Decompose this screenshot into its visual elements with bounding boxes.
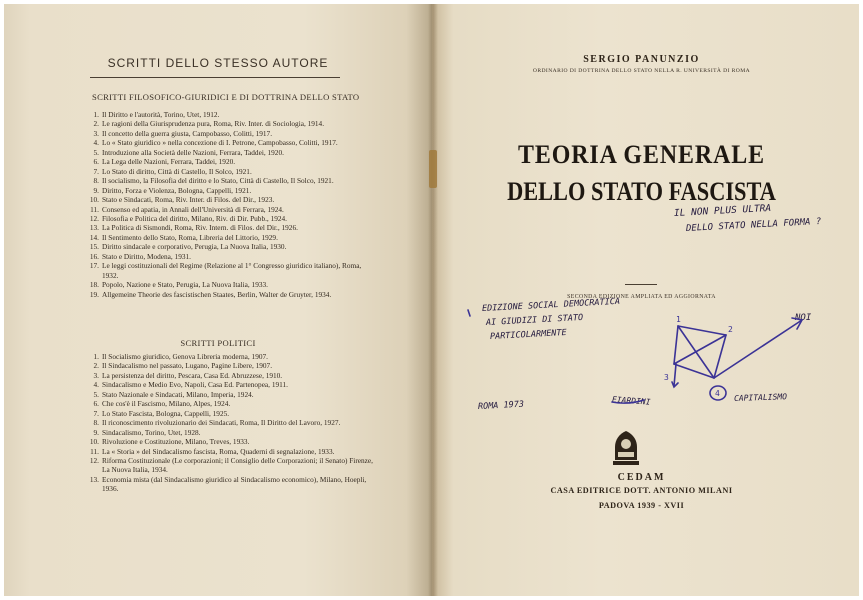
entry-text: Stato Nazionale e Sindacati, Milano, Imperia, 1924.	[102, 389, 254, 399]
bibliography-entry	[88, 371, 378, 380]
entry-number: 13.	[89, 474, 99, 484]
entry-number: 5.	[93, 147, 99, 157]
entry-text: Le leggi costituzionali del Regime (Relazione al 1° Congresso giuridico italiano), Roma, 1932.	[102, 261, 362, 280]
entry-number: 1.	[93, 352, 99, 361]
entry-number: 12.	[89, 213, 99, 223]
bibliography-entry	[88, 148, 378, 157]
handwritten-note: AI GIUDIZI DI STATO	[485, 312, 584, 328]
entry-text: Il riconoscimento rivoluzionario dei Sindacati, Roma, Il Diritto del Lavoro, 1927.	[102, 418, 341, 428]
diagram-edge	[678, 326, 726, 335]
bibliography-entry	[88, 399, 378, 408]
bibliography-entry	[88, 242, 378, 251]
bibliography-entry	[88, 428, 378, 437]
entry-text: Il Sentimento dello Stato, Roma, Libreria del Littorio, 1929.	[102, 232, 278, 242]
entry-number: 4.	[93, 380, 99, 390]
entry-text: Filosofia e Politica del diritto, Milano, Riv. di Dir. Pubb., 1924.	[102, 213, 287, 223]
entry-number: 3.	[93, 128, 99, 138]
entry-number: 8.	[93, 418, 99, 428]
publisher-name: CEDAM	[617, 472, 666, 483]
bibliography-entry	[88, 447, 378, 456]
bibliography-entry	[88, 223, 378, 232]
entry-number: 1.	[93, 110, 99, 119]
bibliography-entry	[88, 390, 378, 399]
bibliography-entry	[88, 361, 378, 370]
entry-text: Stato e Sindacati, Roma, Riv. Inter. di Filos. del Dir., 1923.	[102, 195, 275, 205]
title-divider	[90, 77, 340, 78]
entry-number: 18.	[89, 280, 99, 290]
entry-text: Lo Stato di diritto, Città di Castello, Il Solco, 1921.	[102, 166, 252, 176]
entry-number: 9.	[93, 185, 99, 195]
section-heading-political: SCRITTI POLITICI	[180, 338, 256, 348]
handwritten-note: EIARDINI	[611, 395, 651, 407]
bibliography-entry	[88, 252, 378, 261]
bibliography-entry	[88, 475, 378, 494]
bibliography-entry	[88, 418, 378, 427]
bibliography-entry	[88, 380, 378, 389]
bibliography-entry	[88, 167, 378, 176]
handwritten-note: DELLO STATO NELLA FORMA ?	[685, 216, 822, 234]
entry-text: Introduzione alla Società delle Nazioni, Ferrara, Taddei, 1920.	[102, 147, 284, 157]
entry-text: Lo Stato Fascista, Bologna, Cappelli, 1925.	[102, 408, 230, 418]
entry-number: 2.	[93, 119, 99, 129]
bibliography-entry	[88, 290, 378, 299]
publisher-house: CASA EDITRICE DOTT. ANTONIO MILANI	[550, 486, 733, 495]
bibliography-list-political	[88, 352, 378, 494]
entry-text: Il Sindacalismo nel passato, Lugano, Pagine Libere, 1907.	[102, 361, 273, 371]
entry-text: La Lega delle Nazioni, Ferrara, Taddei, 1920.	[102, 157, 236, 167]
diagram-edge	[674, 335, 726, 364]
bibliography-title: SCRITTI DELLO STESSO AUTORE	[107, 56, 329, 70]
entry-number: 14.	[89, 232, 99, 242]
bibliography-entry	[88, 110, 378, 119]
entry-text: Il Socialismo giuridico, Genova Libreria moderna, 1907.	[102, 352, 268, 361]
entry-number: 7.	[93, 408, 99, 418]
bibliography-entry	[88, 138, 378, 147]
diagram-label-1: 1	[676, 315, 681, 324]
entry-text: Il concetto della guerra giusta, Campobasso, Colitti, 1917.	[102, 128, 273, 138]
diagram-stroke	[674, 364, 676, 386]
entry-text: Lo « Stato giuridico » nella concezione di I. Petrone, Campobasso, Colitti, 1917.	[102, 138, 338, 148]
handwritten-note: EDIZIONE SOCIAL DEMOCRATICA	[481, 296, 621, 314]
bibliography-entry	[88, 176, 378, 185]
entry-text: Allgemeine Theorie des fascistischen Staates, Berlin, Walter de Gruyter, 1934.	[102, 289, 332, 299]
author-affiliation: ORDINARIO DI DOTTRINA DELLO STATO NELLA R. UNIVERSITÀ DI ROMA	[532, 68, 751, 74]
entry-number: 16.	[89, 251, 99, 261]
handwritten-note: CAPITALISMO	[733, 392, 788, 403]
section-heading-legal: SCRITTI FILOSOFICO-GIURIDICI E DI DOTTRINA DELLO STATO	[92, 92, 360, 102]
bibliography-entry	[88, 437, 378, 446]
publisher-place-date: PADOVA 1939 - XVII	[598, 501, 685, 510]
entry-number: 10.	[89, 437, 99, 447]
handwritten-note: NOI	[795, 313, 812, 323]
diagram-stroke	[468, 310, 470, 316]
entry-number: 17.	[89, 261, 99, 271]
entry-number: 11.	[90, 446, 99, 456]
book-title-line1: TEORIA GENERALE	[517, 140, 766, 169]
entry-text: Economia mista (dal Sindacalismo giuridico al Sindacalismo economico), Milano, Hoepli, 1936.	[102, 474, 367, 494]
bibliography-entry	[88, 129, 378, 138]
entry-number: 9.	[93, 427, 99, 437]
entry-text: Che cos'è il Fascismo, Milano, Alpes, 1924.	[102, 399, 231, 409]
entry-text: La Politica di Sismondi, Roma, Riv. Intern. di Filos. del Dir., 1926.	[102, 223, 298, 233]
handwritten-note: PARTICOLARMENTE	[489, 327, 567, 342]
entry-number: 2.	[93, 361, 99, 371]
entry-number: 8.	[93, 176, 99, 186]
entry-text: Il Diritto e l'autorità, Torino, Utet, 1912.	[102, 110, 220, 119]
bibliography-entry	[88, 186, 378, 195]
entry-number: 6.	[93, 399, 99, 409]
bibliography-entry	[88, 261, 378, 280]
entry-number: 13.	[89, 223, 99, 233]
diagram-edge	[674, 364, 714, 378]
entry-number: 12.	[89, 455, 99, 465]
handwritten-note: ROMA 1973	[477, 399, 525, 412]
bibliography-entry	[88, 119, 378, 128]
entry-text: Stato e Diritto, Modena, 1931.	[102, 251, 191, 261]
bibliography-entry	[88, 456, 378, 475]
entry-text: Consenso ed apatia, in Annali dell'Università di Ferrara, 1924.	[102, 204, 284, 214]
entry-text: Diritto sindacale e corporativo, Perugia, La Nuova Italia, 1930.	[102, 242, 287, 252]
entry-text: Le ragioni della Giurisprudenza pura, Roma, Riv. Inter. di Sociologia, 1914.	[102, 119, 325, 129]
entry-text: Sindacalismo e Medio Evo, Napoli, Casa Ed. Partenopea, 1911.	[102, 380, 288, 390]
entry-text: Popolo, Nazione e Stato, Perugia, La Nuova Italia, 1933.	[102, 280, 268, 290]
entry-number: 3.	[93, 370, 99, 380]
diagram-label-4: 4	[715, 389, 720, 398]
handwritten-diagram	[428, 0, 855, 592]
handwritten-note: IL NON PLUS ULTRA	[673, 202, 772, 219]
bibliography-entry	[88, 233, 378, 242]
bibliography-entry	[88, 157, 378, 166]
bibliography-entry	[88, 205, 378, 214]
diagram-label-2: 2	[728, 325, 733, 334]
author-name: SERGIO PANUNZIO	[583, 54, 700, 65]
entry-text: Sindacalismo, Torino, Utet, 1928.	[102, 427, 201, 437]
edition-note: SECONDA EDIZIONE AMPLIATA ED AGGIORNATA	[567, 294, 716, 300]
entry-text: Rivoluzione e Costituzione, Milano, Treves, 1933.	[102, 437, 250, 447]
entry-number: 4.	[93, 138, 99, 148]
entry-text: La « Storia » del Sindacalismo fascista, Roma, Quaderni di segnalazione, 1933.	[102, 446, 335, 456]
book-title-line2: DELLO STATO FASCISTA	[507, 177, 776, 206]
entry-number: 15.	[89, 242, 99, 252]
entry-text: La persistenza del diritto, Pescara, Casa Ed. Abruzzese, 1910.	[102, 370, 283, 380]
diagram-label-3: 3	[664, 373, 669, 382]
entry-number: 5.	[93, 389, 99, 399]
bibliography-list-legal	[88, 110, 378, 299]
entry-number: 11.	[90, 204, 99, 214]
bibliography-entry	[88, 409, 378, 418]
entry-number: 19.	[89, 289, 99, 299]
bibliography-entry	[88, 280, 378, 289]
entry-text: Diritto, Forza e Violenza, Bologna, Cappelli, 1921.	[102, 185, 252, 195]
diagram-edge	[674, 326, 678, 364]
bibliography-entry	[88, 195, 378, 204]
entry-number: 6.	[93, 157, 99, 167]
diagram-stroke	[612, 400, 644, 403]
entry-text: Riforma Costituzionale (Le corporazioni; il Consiglio delle Corporazioni; il Senato) Firenze, La Nuova Italia, 1934.	[102, 455, 373, 475]
bibliography-entry	[88, 352, 378, 361]
entry-text: Il socialismo, la Filosofia del diritto e lo Stato, Città di Castello, Il Solco, 1921.	[102, 176, 334, 186]
entry-number: 10.	[89, 195, 99, 205]
bibliography-entry	[88, 214, 378, 223]
entry-number: 7.	[93, 166, 99, 176]
